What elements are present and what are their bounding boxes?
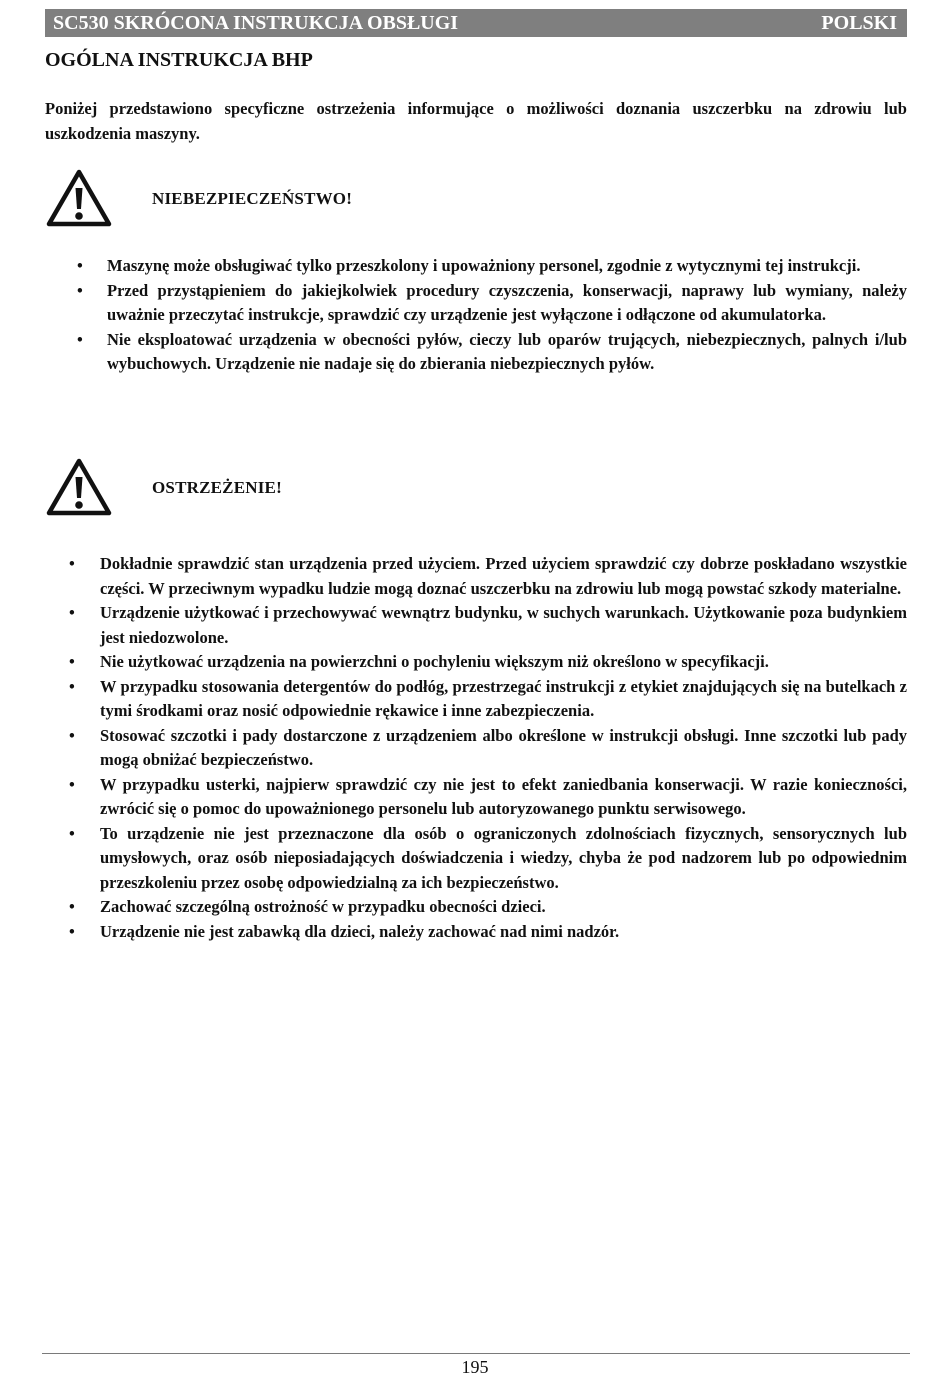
document-title: SC530 SKRÓCONA INSTRUKCJA OBSŁUGI xyxy=(53,12,459,34)
list-item: • Nie użytkować urządzenia na powierzchni o pochyleniu większym niż określono w specyfikacji. xyxy=(100,650,907,675)
list-item: • W przypadku usterki, najpierw sprawdzić czy nie jest to efekt zaniedbania konserwacji. W razie konieczności, zwrócić się o pomoc do upoważnionego personelu lub autoryzowanego punktu serwisowego. xyxy=(100,773,907,822)
page-number: 195 xyxy=(461,1357,489,1377)
footer-divider xyxy=(42,1353,910,1354)
list-item: • Urządzenie użytkować i przechowywać wewnątrz budynku, w suchych warunkach. Użytkowanie poza budynkiem jest niedozwolone. xyxy=(100,601,907,650)
list-item: • To urządzenie nie jest przeznaczone dla osób o ograniczonych zdolnościach fizycznych, sensorycznych lub umysłowych, oraz osób nieposiadających doświadczenia i wiedzy, chyba że pod nadzorem lub po odpowiednim przeszkoleniu przez osobę odpowiedzialną za ich bezpieczeństwo. xyxy=(100,822,907,896)
warning-label: OSTRZEŻENIE! xyxy=(152,478,282,497)
list-item: • Urządzenie nie jest zabawką dla dzieci, należy zachować nad nimi nadzór. xyxy=(100,920,907,945)
danger-label: NIEBEZPIECZEŃSTWO! xyxy=(152,189,353,208)
list-item: • Dokładnie sprawdzić stan urządzenia przed użyciem. Przed użyciem sprawdzić czy dobrze poskładano wszystkie części. W przeciwnym wypadku ludzie mogą doznać uszczerbku na zdrowiu lub mogą powstać szkody materialne. xyxy=(100,552,907,601)
warning-triangle-icon xyxy=(45,168,113,228)
warning-list xyxy=(100,552,907,944)
language-label: POLSKI xyxy=(821,12,897,34)
list-item: • Przed przystąpieniem do jakiejkolwiek procedury czyszczenia, konserwacji, naprawy lub wymiany, należy uważnie przeczytać instrukcje, sprawdzić czy urządzenie jest wyłączone i odłączone od akumulatorka. xyxy=(107,279,907,328)
list-item: • W przypadku stosowania detergentów do podłóg, przestrzegać instrukcji z etykiet znajdujących się na butelkach z tymi środkami oraz nosić odpowiednie rękawice i inne zabezpieczenia. xyxy=(100,675,907,724)
danger-list xyxy=(107,254,907,377)
list-item: • Stosować szczotki i pady dostarczone z urządzeniem albo określone w instrukcji obsługi. Inne szczotki lub pady mogą obniżać bezpieczeństwo. xyxy=(100,724,907,773)
warning-triangle-icon xyxy=(45,457,113,517)
list-item: • Nie eksploatować urządzenia w obecności pyłów, cieczy lub oparów trujących, niebezpiecznych, palnych i/lub wybuchowych. Urządzenie nie nadaje się do zbierania niebezpiecznych pyłów. xyxy=(107,328,907,377)
header-bar xyxy=(45,9,907,37)
section-title: OGÓLNA INSTRUKCJA BHP xyxy=(45,49,313,71)
intro-paragraph: Poniżej przedstawiono specyficzne ostrzeżenia informujące o możliwości doznania uszczerbku na zdrowiu lub uszkodzenia maszyny. xyxy=(45,99,907,143)
list-item: • Maszynę może obsługiwać tylko przeszkolony i upoważniony personel, zgodnie z wytycznymi tej instrukcji. xyxy=(107,254,907,279)
list-item: • Zachować szczególną ostrożność w przypadku obecności dzieci. xyxy=(100,895,907,920)
